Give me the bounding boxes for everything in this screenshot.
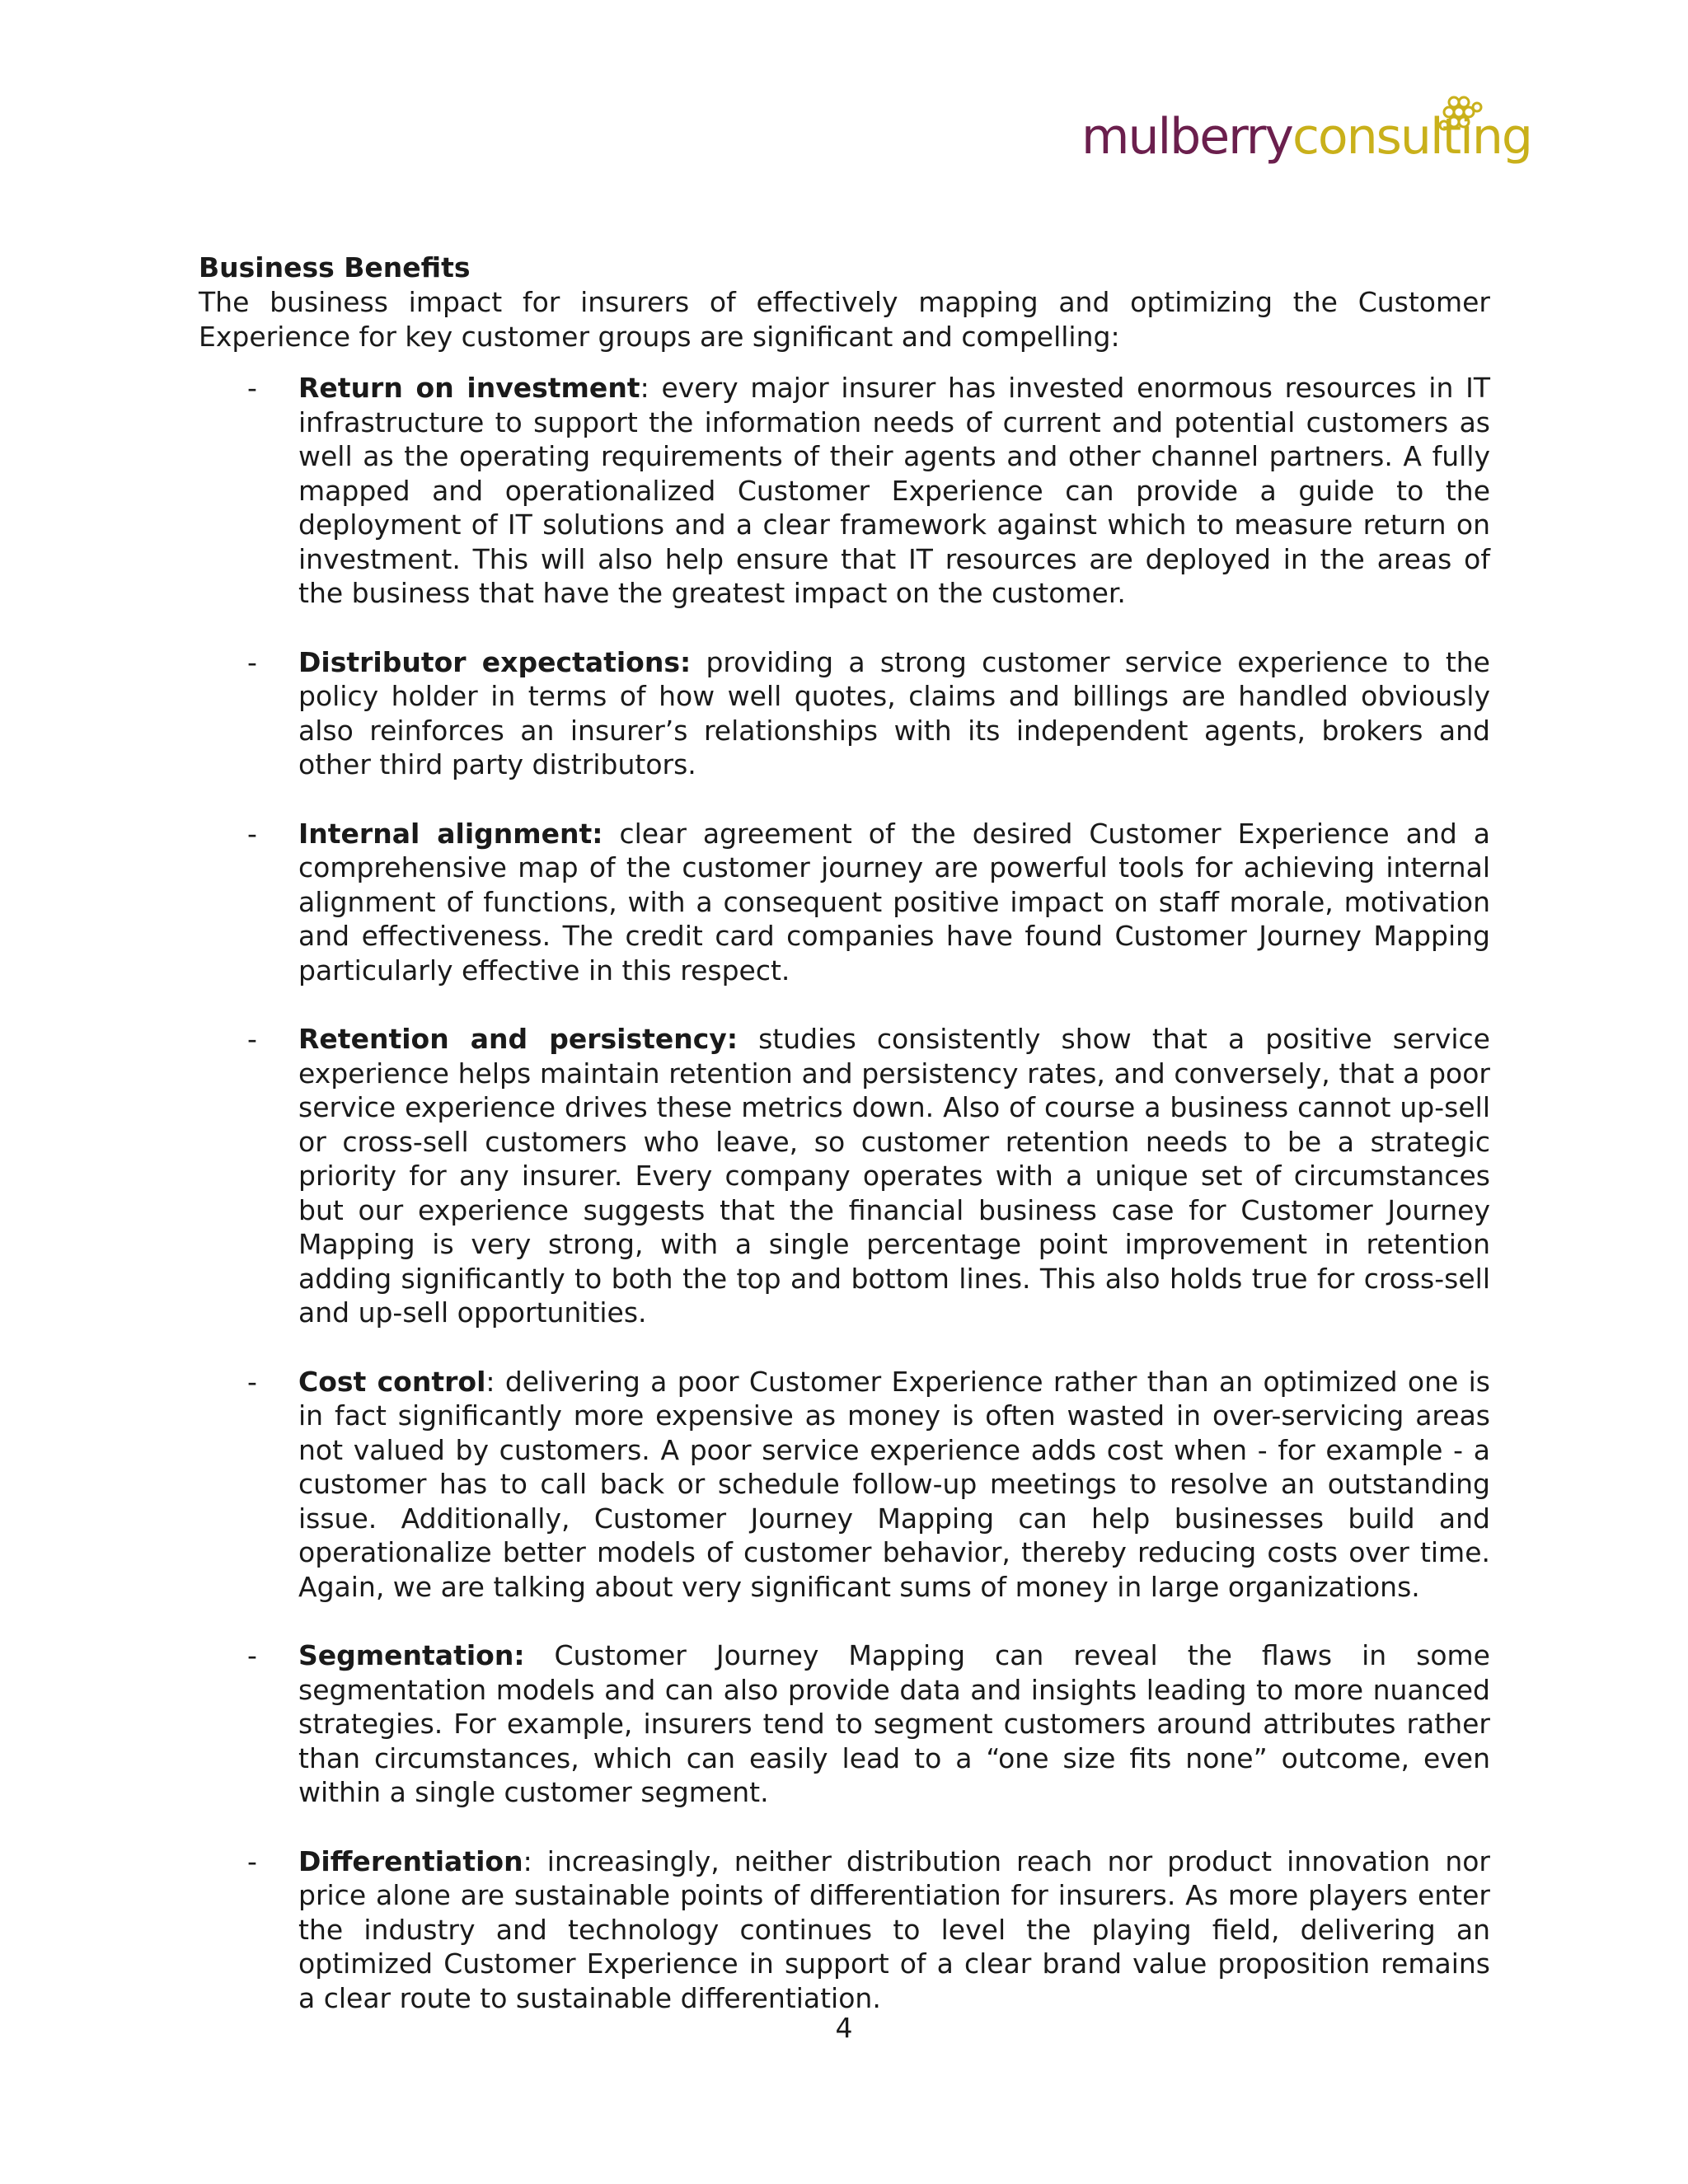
benefit-term: Return on investment [298, 372, 640, 404]
document-body [199, 251, 1490, 2050]
benefit-internal-alignment [199, 817, 1490, 988]
benefit-separator: : [523, 1844, 547, 1877]
benefit-text: studies consistently show that a positive service experience helps maintain retention and persistency rates, and conversely, that a poor service experience drives these metrics down. Also of course a business cannot up-sell or cross-sell customers who leave, so customer retention needs to be a strategic priority for any insurer. Every company operates with a unique set of circumstances but our experience suggests that the financial business case for Customer Journey Mapping is very strong, with a single percentage point improvement in retention adding significantly to both the top and bottom lines. This also holds true for cross-sell and up-sell opportunities. [298, 1023, 1490, 1329]
page-number: 4 [835, 2012, 853, 2044]
benefit-term: Segmentation: [298, 1639, 525, 1671]
list-dash: - [247, 1023, 257, 1055]
benefit-separator: : [485, 1365, 505, 1398]
benefit-retention-and-persistency [199, 1022, 1490, 1330]
benefit-text: providing a strong customer service experience to the policy holder in terms of how well quotes, claims and billings are handled obviously also reinforces an insurer’s relationships with its independent agents, brokers and other third party distributors. [298, 645, 1490, 780]
list-dash: - [247, 372, 257, 404]
logo-word-mulberry: mulberry [1081, 108, 1292, 166]
benefit-segmentation [199, 1638, 1490, 1810]
benefit-term: Cost control [298, 1365, 486, 1398]
list-dash: - [247, 1639, 257, 1671]
benefit-separator [738, 1023, 758, 1055]
benefit-text: Customer Journey Mapping can reveal the flaws in some segmentation models and can also provide data and insights leading to more nuanced strategies. For example, insurers tend to segment customers around attributes rather than circumstances, which can easily lead to a “one size fits none” outcome, even within a single customer segment. [298, 1639, 1490, 1808]
benefit-separator [525, 1639, 555, 1671]
list-dash: - [247, 1365, 257, 1398]
benefit-separator [603, 818, 620, 850]
benefits-list [199, 371, 1490, 2015]
benefit-distributor-expectations [199, 645, 1490, 782]
benefit-cost-control [199, 1365, 1490, 1605]
list-dash: - [247, 817, 257, 850]
benefit-text: every major insurer has invested enormous resources in IT infrastructure to support the information needs of current and potential customers as well as the operating requirements of their agents and other channel partners. A fully mapped and operationalized Customer Experience can provide a guide to the deployment of IT solutions and a clear framework against which to measure return on investment. This will also help ensure that IT resources are deployed in the areas of the business that have the greatest impact on the customer. [298, 372, 1491, 609]
list-dash: - [247, 645, 257, 678]
benefit-term: Distributor expectations: [298, 645, 692, 678]
logo-word-consulting: consulting [1292, 108, 1531, 166]
company-logo [1081, 96, 1531, 170]
benefit-separator: : [640, 372, 662, 404]
benefit-text: delivering a poor Customer Experience rather than an optimized one is in fact significantly more expensive as money is often wasted in over-servicing areas not valued by customers. A poor service experience adds cost when - for example - a customer has to call back or schedule follow-up meetings to resolve an outstanding issue. Additionally, Customer Journey Mapping can help businesses build and operationalize better models of customer behavior, thereby reducing costs over time. Again, we are talking about very significant sums of money in large organizations. [298, 1365, 1490, 1603]
list-dash: - [247, 1844, 257, 1877]
benefit-text: clear agreement of the desired Customer Experience and a comprehensive map of the customer journey are powerful tools for achieving internal alignment of functions, with a consequent positive impact on staff morale, motivation and effectiveness. The credit card companies have found Customer Journey Mapping particularly effective in this respect. [298, 817, 1490, 987]
section-heading: Business Benefits [199, 251, 471, 284]
benefit-text: increasingly, neither distribution reach nor product innovation nor price alone are sustainable points of differentiation for insurers. As more players enter the industry and technology continues to level the playing field, delivering an optimized Customer Experience in support of a clear brand value proposition remains a clear route to sustainable differentiation. [298, 1844, 1490, 2014]
section-intro: The business impact for insurers of effectively mapping and optimizing the Customer Experience for key customer groups are significant and compelling: [199, 286, 1490, 353]
benefit-term: Internal alignment: [298, 817, 603, 850]
celtic-knot-icon [1437, 96, 1485, 134]
benefit-separator [691, 646, 706, 678]
benefit-term: Differentiation [298, 1844, 523, 1877]
benefit-term: Retention and persistency: [298, 1023, 738, 1055]
benefit-differentiation [199, 1844, 1490, 2016]
benefit-return-on-investment [199, 371, 1490, 611]
